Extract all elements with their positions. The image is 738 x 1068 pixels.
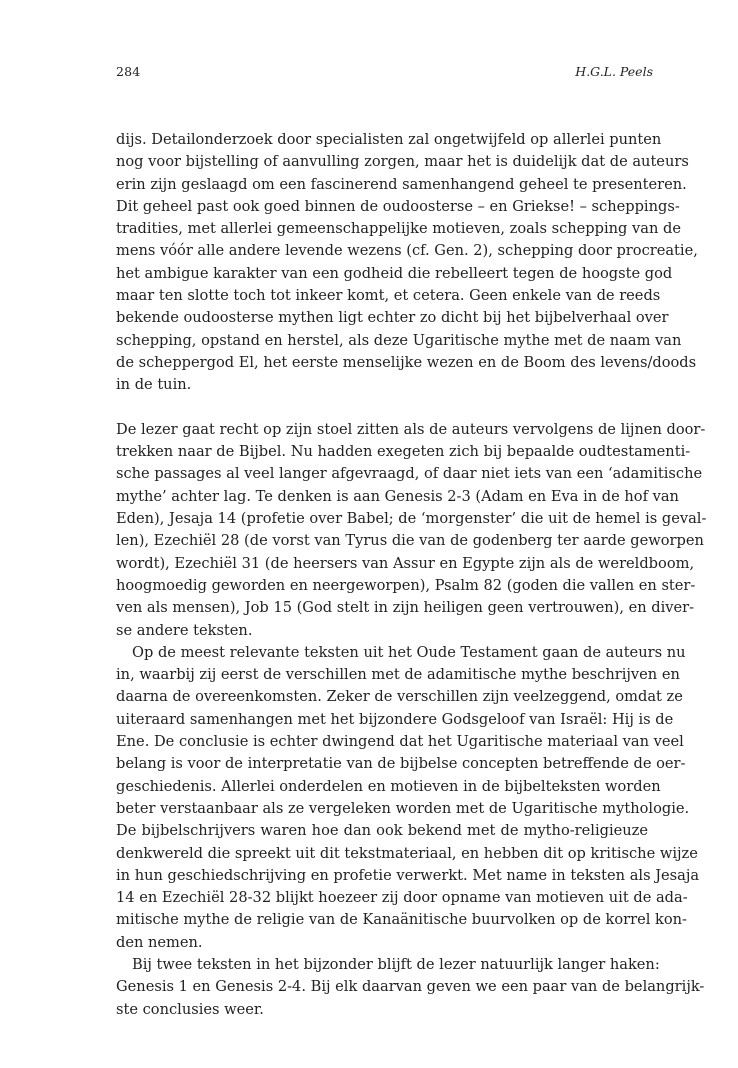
- paragraph-2: [116, 419, 707, 642]
- text-line: trekken naar de Bijbel. Nu hadden exegeten zich bij bepaalde oudtestamenti-: [116, 443, 691, 461]
- text-line: wordt), Ezechiël 31 (de heersers van Assur en Egypte zijn als de wereldboom,: [116, 554, 695, 572]
- text-line: belang is voor de interpretatie van de bijbelse concepten betreffende de oer-: [116, 755, 686, 773]
- text-line: sche passages al veel langer afgevraagd, of daar niet iets van een ‘adamitische: [116, 465, 703, 483]
- text-line: de scheppergod El, het eerste menselijke wezen en de Boom des levens/doods: [116, 353, 697, 371]
- text-line: De lezer gaat recht op zijn stoel zitten als de auteurs vervolgens de lijnen door-: [116, 420, 706, 438]
- paragraph-1: [116, 129, 698, 397]
- text-line: maar ten slotte toch tot inkeer komt, et cetera. Geen enkele van de reeds: [116, 287, 661, 305]
- text-line: Genesis 1 en Genesis 2-4. Bij elk daarvan geven we een paar van de belangrijk-: [116, 978, 705, 996]
- paragraph-3: [116, 642, 700, 954]
- page-number: 284: [116, 64, 141, 79]
- text-line: Bij twee teksten in het bijzonder blijft de lezer natuurlijk langer haken:: [132, 955, 660, 973]
- body-text: [116, 129, 707, 1021]
- text-line: se andere teksten.: [116, 621, 253, 639]
- text-line: Ene. De conclusie is echter dwingend dat het Ugaritische materiaal van veel: [116, 733, 684, 751]
- text-line: mitische mythe de religie van de Kanaänitische buurvolken op de korrel kon-: [116, 911, 687, 929]
- text-line: mens vóór alle andere levende wezens (cf. Gen. 2), schepping door procreatie,: [116, 242, 698, 260]
- text-line: daarna de overeenkomsten. Zeker de verschillen zijn veelzeggend, omdat ze: [116, 688, 683, 706]
- text-line: Dit geheel past ook goed binnen de oudoosterse – en Griekse! – scheppings-: [116, 197, 680, 215]
- text-line: 14 en Ezechiël 28-32 blijkt hoezeer zij door opname van motieven uit de ada-: [116, 889, 688, 907]
- text-line: len), Ezechiël 28 (de vorst van Tyrus die van de godenberg ter aarde geworpen: [116, 532, 704, 550]
- text-line: hoogmoedig geworden en neergeworpen), Psalm 82 (goden die vallen en ster-: [116, 576, 696, 594]
- text-line: dijs. Detailonderzoek door specialisten zal ongetwijfeld op allerlei punten: [116, 131, 662, 148]
- text-line: in de tuin.: [116, 376, 192, 394]
- paragraph-4: [116, 954, 705, 1021]
- text-line: den nemen.: [116, 933, 203, 951]
- text-line: De bijbelschrijvers waren hoe dan ook bekend met de mytho-religieuze: [116, 822, 648, 840]
- text-line: mythe’ achter lag. Te denken is aan Genesis 2-3 (Adam en Eva in de hof van: [116, 487, 679, 505]
- text-line: nog voor bijstelling of aanvulling zorgen, maar het is duidelijk dat de auteurs: [116, 153, 689, 171]
- text-line: in hun geschiedschrijving en profetie verwerkt. Met name in teksten als Jesaja: [116, 866, 700, 884]
- text-line: denkwereld die spreekt uit dit tekstmateriaal, en hebben dit op kritische wijze: [116, 844, 698, 862]
- text-line: ste conclusies weer.: [116, 1000, 264, 1018]
- text-line: ven als mensen), Job 15 (God stelt in zijn heiligen geen vertrouwen), en diver-: [116, 599, 695, 617]
- running-head: H.G.L. Peels: [575, 64, 653, 79]
- text-line: geschiedenis. Allerlei onderdelen en motieven in de bijbelteksten worden: [116, 777, 661, 795]
- text-line: Eden), Jesaja 14 (profetie over Babel; de ‘morgenster’ die uit de hemel is geval-: [116, 510, 707, 528]
- text-line: beter verstaanbaar als ze vergeleken worden met de Ugaritische mythologie.: [116, 799, 690, 817]
- text-line: Op de meest relevante teksten uit het Oude Testament gaan de auteurs nu: [132, 643, 686, 661]
- text-line: erin zijn geslaagd om een fascinerend samenhangend geheel te presenteren.: [116, 175, 687, 193]
- text-line: in, waarbij zij eerst de verschillen met de adamitische mythe beschrijven en: [116, 666, 680, 684]
- text-line: bekende oudoosterse mythen ligt echter zo dicht bij het bijbelverhaal over: [116, 309, 669, 327]
- text-line: het ambigue karakter van een godheid die rebelleert tegen de hoogste god: [116, 264, 673, 282]
- text-line: uiteraard samenhangen met het bijzondere Godsgeloof van Israël: Hij is de: [116, 710, 674, 728]
- text-line: schepping, opstand en herstel, als deze Ugaritische mythe met de naam van: [116, 331, 682, 349]
- text-line: tradities, met allerlei gemeenschappelijke motieven, zoals schepping van de: [116, 220, 681, 238]
- section-gap: [116, 397, 648, 419]
